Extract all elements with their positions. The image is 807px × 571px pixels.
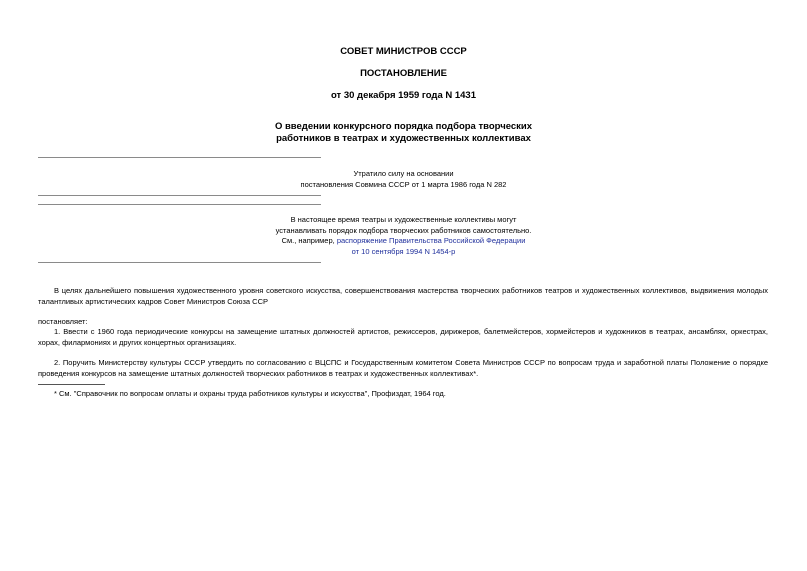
item-1-paragraph: 1. Ввести с 1960 года периодические конкурсы на замещение штатных должностей артистов, режиссеров, дирижеров, балетмейстеров, хормейстеров и художников в театрах, ансамблях, оркестрах, хорах, филармониях и других концертных организациях. (38, 327, 768, 347)
editor-note (0, 215, 807, 257)
item-2-paragraph: 2. Поручить Министерству культуры СССР утвердить по согласованию с ВЦСПС и Государственным комитетом Совета Министров СССР по вопросам труда и заработной платы Положение о порядке проведения конкурсов на замещение штатных должностей творческих работников в театрах и художественных коллективах*. (38, 358, 768, 378)
footnote-text: * См. "Справочник по вопросам оплаты и охраны труда работников культуры и искусства", Профиздат, 1964 год. (54, 389, 446, 398)
repeal-note (0, 169, 807, 190)
government-order-link-date[interactable]: от 10 сентября 1994 N 1454-р (351, 246, 456, 256)
repeal-note-line-2: постановления Совмина СССР от 1 марта 1986 года N 282 (300, 179, 507, 189)
title-line-1: О введении конкурсного порядка подбора творческих (274, 121, 533, 132)
intro-paragraph: В целях дальнейшего повышения художественного уровня советского искусства, совершенствования мастерства творческих работников театров и художественных коллективов, выдвижения молодых талантливых артистических кадров Совет Министров Союза ССР (38, 286, 768, 306)
editor-note-line-3 (0, 236, 807, 247)
editor-note-line-1: В настоящее время театры и художественные коллективы могут (290, 215, 517, 224)
editor-note-line-2: устанавливать порядок подбора творческих работников самостоятельно. (275, 225, 532, 235)
title-line-2: работников в театрах и художественных коллективах (276, 133, 531, 144)
divider-4 (38, 262, 321, 263)
repeal-note-line-1: Утратило силу на основании (353, 169, 454, 178)
document-title (0, 121, 807, 145)
date-number-heading: от 30 декабря 1959 года N 1431 (330, 90, 476, 101)
divider-2 (38, 195, 321, 196)
resolves-label: постановляет: (38, 317, 88, 326)
footnote-divider (38, 384, 105, 385)
government-order-link[interactable]: распоряжение Правительства Российской Федерации (336, 236, 526, 245)
document-type-heading: ПОСТАНОВЛЕНИЕ (360, 68, 447, 79)
editor-note-prefix: См., например, (281, 236, 337, 245)
divider-top (38, 157, 321, 158)
issuer-heading: СОВЕТ МИНИСТРОВ СССР (340, 46, 467, 57)
divider-3 (38, 204, 321, 205)
